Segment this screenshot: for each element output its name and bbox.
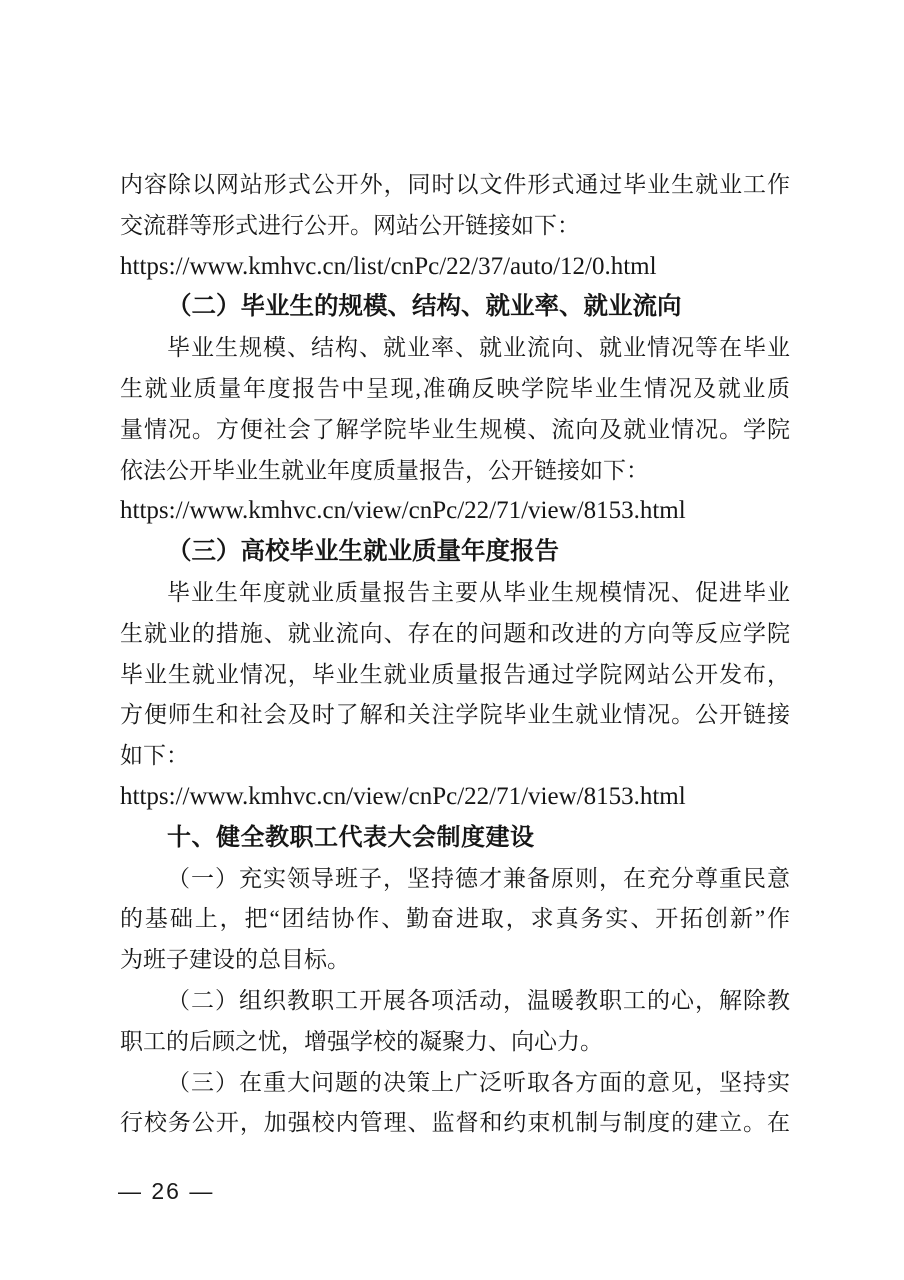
text-block bbox=[120, 165, 790, 1144]
text-line: 的基础上，把“团结协作、勤奋进取，求真务实、开拓创新”作 bbox=[120, 906, 790, 932]
url-line: https://www.kmhvc.cn/list/cnPc/22/37/auto/12/0.html bbox=[120, 252, 657, 280]
text-line: 方便师生和社会及时了解和关注学院毕业生就业情况。公开链接 bbox=[120, 702, 790, 728]
url-line: https://www.kmhvc.cn/view/cnPc/22/71/view/8153.html bbox=[120, 782, 686, 810]
text-line: 职工的后顾之忧，增强学校的凝聚力、向心力。 bbox=[120, 1028, 603, 1054]
text-line: （三）在重大问题的决策上广泛听取各方面的意见，坚持实 bbox=[167, 1069, 790, 1095]
text-line: 生就业的措施、就业流向、存在的问题和改进的方向等反应学院 bbox=[120, 620, 790, 646]
subsection-heading: （二）毕业生的规模、结构、就业率、就业流向 bbox=[167, 293, 682, 321]
text-line: 毕业生规模、结构、就业率、就业流向、就业情况等在毕业 bbox=[167, 335, 790, 361]
text-line: （二）组织教职工开展各项活动，温暖教职工的心，解除教 bbox=[167, 987, 790, 1013]
url-line: https://www.kmhvc.cn/view/cnPc/22/71/view/8153.html bbox=[120, 497, 686, 525]
text-line: 量情况。方便社会了解学院毕业生规模、流向及就业情况。学院 bbox=[120, 416, 790, 442]
text-line: 毕业生年度就业质量报告主要从毕业生规模情况、促进毕业 bbox=[167, 579, 790, 605]
text-line: 依法公开毕业生就业年度质量报告，公开链接如下： bbox=[120, 457, 649, 483]
section-heading: 十、健全教职工代表大会制度建设 bbox=[167, 823, 535, 851]
subsection-heading: （三）高校毕业生就业质量年度报告 bbox=[167, 538, 559, 566]
text-line: （一）充实领导班子，坚持德才兼备原则，在充分尊重民意 bbox=[167, 865, 790, 891]
text-line: 为班子建设的总目标。 bbox=[120, 947, 350, 973]
page-number: — 26 — bbox=[118, 1178, 215, 1204]
text-line: 如下： bbox=[120, 743, 189, 769]
text-line: 交流群等形式进行公开。网站公开链接如下： bbox=[120, 212, 580, 238]
text-line: 生就业质量年度报告中呈现,准确反映学院毕业生情况及就业质 bbox=[120, 375, 790, 401]
text-line: 行校务公开，加强校内管理、监督和约束机制与制度的建立。在 bbox=[120, 1110, 790, 1136]
text-line: 毕业生就业情况，毕业生就业质量报告通过学院网站公开发布， bbox=[120, 661, 790, 687]
text-line: 内容除以网站形式公开外，同时以文件形式通过毕业生就业工作 bbox=[120, 172, 790, 197]
